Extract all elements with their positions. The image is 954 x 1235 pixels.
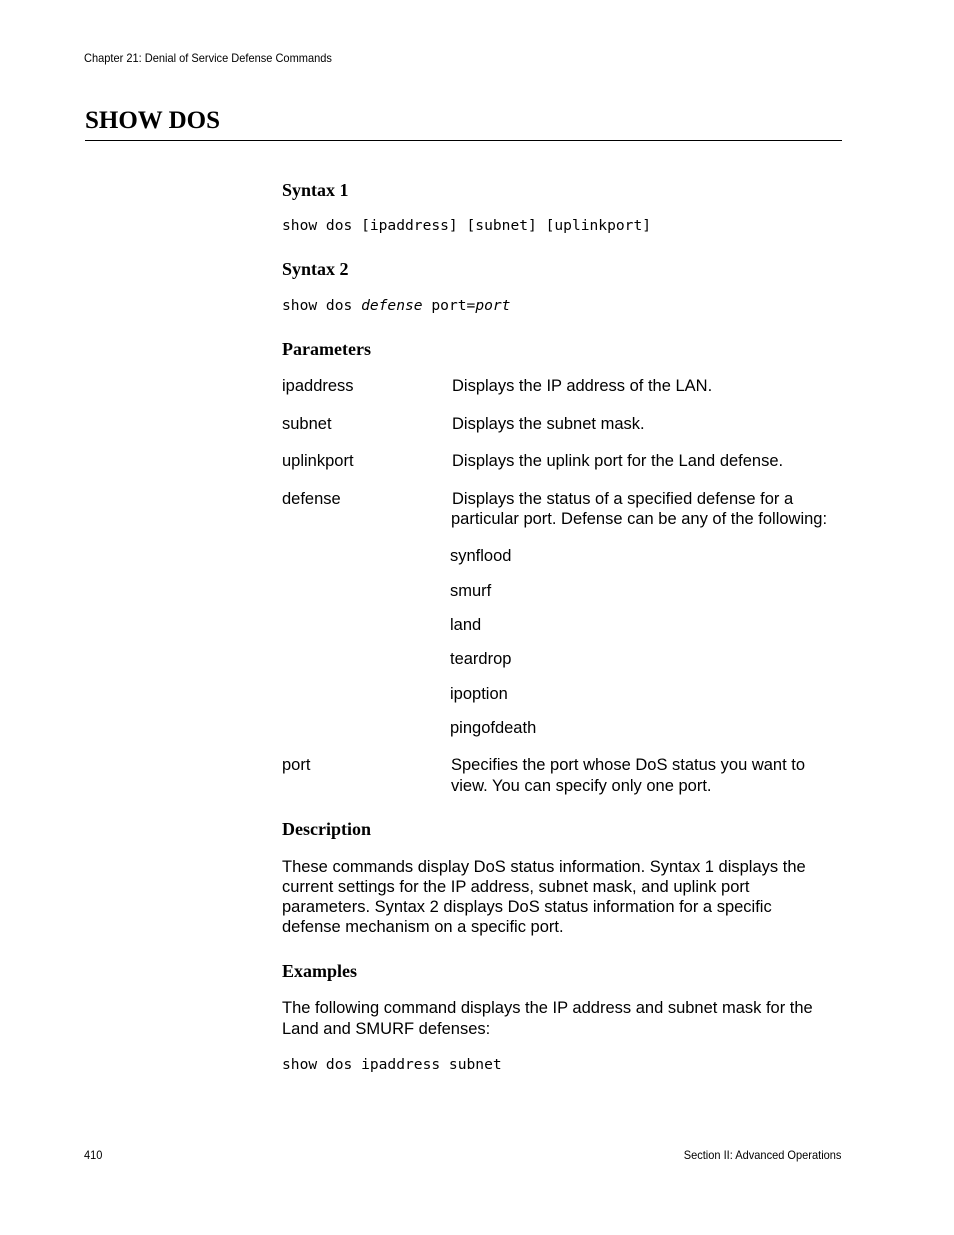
param-desc-defense-line1: Displays the status of a specified defense for a [452,490,794,508]
examples-line: Land and SMURF defenses: [282,1020,491,1038]
param-desc-ipaddress: Displays the IP address of the LAN. [452,377,713,395]
defense-option: teardrop [450,650,512,668]
examples-code: show dos ipaddress subnet [282,1056,502,1073]
param-name-uplinkport: uplinkport [282,452,354,470]
description-line: These commands display DoS status information. Syntax 1 displays the [282,858,806,876]
syntax2-code-var-defense: defense [361,297,423,314]
section-footer: Section II: Advanced Operations [683,1148,841,1162]
examples-heading: Examples [282,961,358,981]
defense-option: land [450,616,482,634]
syntax2-code-prefix: show dos [282,297,362,314]
description-heading: Description [282,819,371,839]
param-desc-uplinkport: Displays the uplink port for the Land defense. [452,452,784,470]
param-desc-port-line1: Specifies the port whose DoS status you want to [451,756,806,774]
syntax1-code: show dos [ipaddress] [subnet] [uplinkport] [282,217,652,234]
param-name-port: port [282,756,311,774]
param-desc-defense-line2: particular port. Defense can be any of the following: [451,510,828,528]
defense-option: smurf [450,582,492,600]
param-name-subnet: subnet [282,415,332,433]
param-desc-subnet: Displays the subnet mask. [452,415,645,433]
syntax1-heading: Syntax 1 [282,180,349,200]
syntax2-heading: Syntax 2 [282,259,349,279]
title-rule [85,140,842,141]
page-title: SHOW DOS [85,107,220,134]
page-number: 410 [84,1148,103,1162]
defense-option: pingofdeath [450,719,537,737]
param-desc-port-line2: view. You can specify only one port. [451,777,712,795]
description-line: parameters. Syntax 2 displays DoS status information for a specific [282,898,772,916]
syntax2-code-mid: port= [422,297,476,314]
description-line: current settings for the IP address, subnet mask, and uplink port [282,878,750,896]
defense-option: synflood [450,547,512,565]
syntax2-code-var-port: port [475,297,511,314]
examples-line: The following command displays the IP address and subnet mask for the [282,999,813,1017]
running-header: Chapter 21: Denial of Service Defense Commands [84,51,332,65]
parameters-heading: Parameters [282,339,371,359]
param-name-ipaddress: ipaddress [282,377,354,395]
param-name-defense: defense [282,490,341,508]
syntax2-code [282,297,510,314]
defense-option: ipoption [450,685,508,703]
description-line: defense mechanism on a specific port. [282,918,564,936]
